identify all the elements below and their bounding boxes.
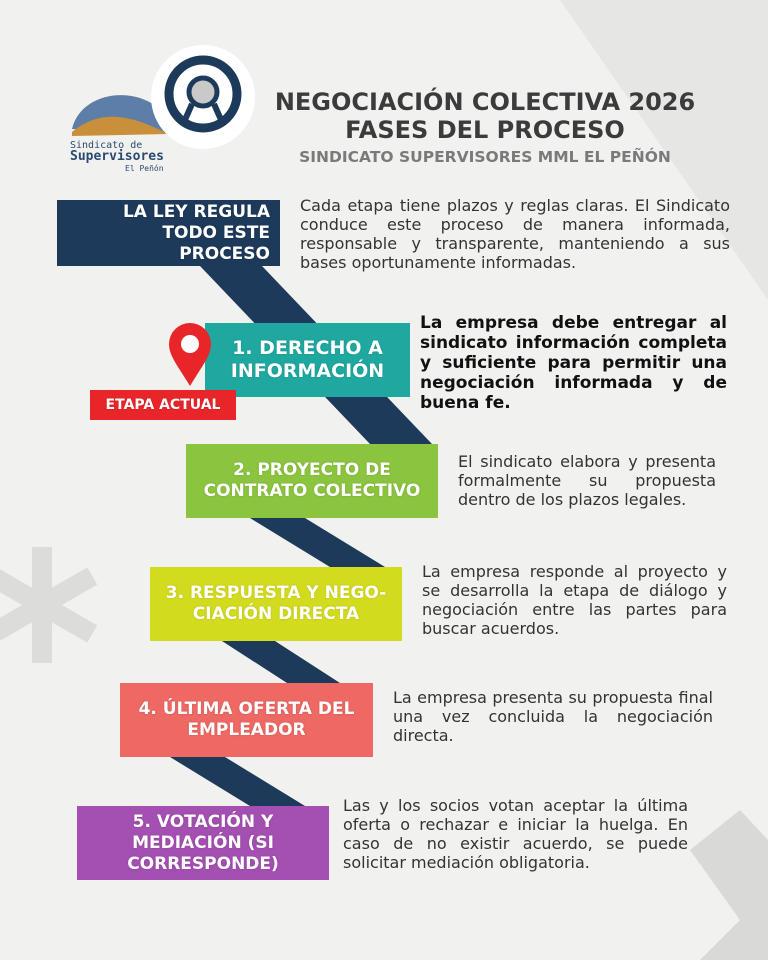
step-4-label: 4. ÚLTIMA OFERTA DEL EMPLEADOR	[120, 683, 373, 757]
step-4-text: La empresa presenta su propuesta final una vez concluida la negociación directa.	[393, 688, 713, 745]
step-5-label: 5. VOTACIÓN Y MEDIACIÓN (SI CORRESPONDE)	[77, 806, 329, 880]
union-logo-text: Sindicato de Supervisores El Peñón	[70, 140, 164, 173]
page-subtitle: SINDICATO SUPERVISORES MML EL PEÑÓN	[299, 148, 671, 166]
step-1-text: La empresa debe entregar al sindicato información completa y suficiente para permitir una negociación informada y de buena fe.	[420, 313, 727, 413]
current-stage-badge: ETAPA ACTUAL	[90, 390, 236, 420]
law-regulates-label: LA LEY REGULA TODO ESTE PROCESO	[57, 200, 280, 266]
location-pin-icon	[166, 322, 214, 388]
page-title-line2: FASES DEL PROCESO	[345, 116, 625, 144]
negotiation-seal-logo	[148, 42, 258, 152]
step-2-label: 2. PROYECTO DE CONTRATO COLECTIVO	[186, 444, 438, 518]
step-3-label: 3. RESPUESTA Y NEGO-CIACIÓN DIRECTA	[150, 567, 402, 641]
arrow-decoration	[690, 810, 768, 960]
step-3-text: La empresa responde al proyecto y se desarrolla la etapa de diálogo y negociación entre las partes para buscar acuerdos.	[422, 562, 727, 638]
step-1-label: 1. DERECHO A INFORMACIÓN	[205, 323, 410, 397]
step-2-text: El sindicato elabora y presenta formalmente su propuesta dentro de los plazos legales.	[458, 452, 716, 509]
step-5-text: Las y los socios votan aceptar la última oferta o rechazar e iniciar la huelga. En caso de no existir acuerdo, se puede solicitar mediación obligatoria.	[343, 796, 688, 872]
page-title: NEGOCIACIÓN COLECTIVA 2026	[274, 88, 696, 116]
asterisk-decoration	[0, 547, 97, 663]
intro-text: Cada etapa tiene plazos y reglas claras. El Sindicato conduce este proceso de manera informada, responsable y transparente, manteniendo a sus bases oportunamente informadas.	[300, 196, 730, 272]
